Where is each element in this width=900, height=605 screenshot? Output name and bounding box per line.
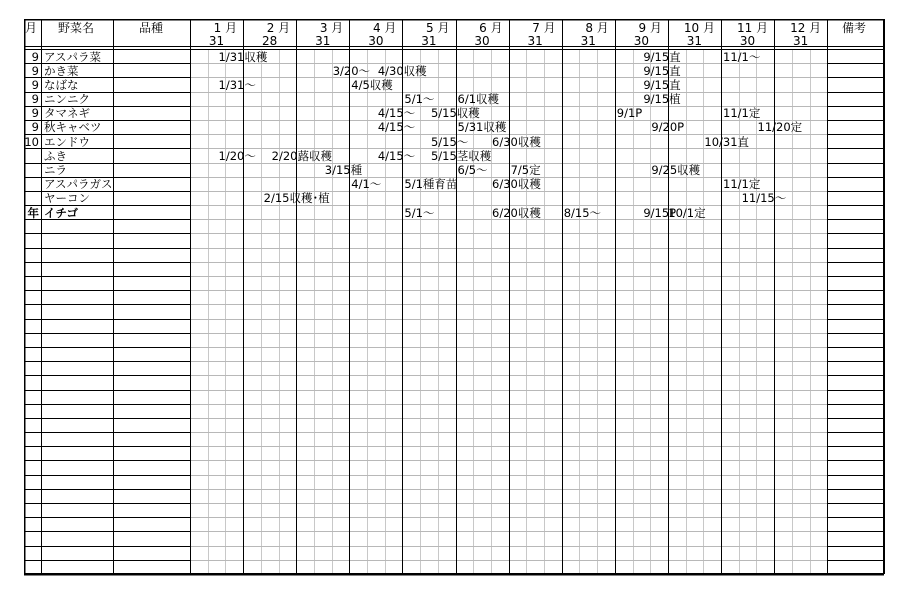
row-vegetable-name: アスパラ菜: [44, 49, 102, 64]
schedule-event: 4/15～: [377, 120, 416, 135]
schedule-event: 5/15茎収穫: [430, 148, 492, 163]
schedule-event: 2/20蕗収穫: [271, 148, 332, 163]
schedule-event: 10/1定: [668, 205, 706, 220]
header-notes: 備考: [842, 21, 867, 35]
schedule-event: 3/20～: [332, 63, 371, 78]
schedule-event: 10/31直: [704, 134, 750, 149]
row-vegetable-name: 秋キャベツ: [44, 120, 102, 135]
schedule-event: 11/1～: [723, 49, 761, 64]
schedule-event: 4/5収穫: [351, 77, 393, 92]
month-days-1: 31: [208, 34, 225, 48]
month-header-11: 11 月: [737, 21, 769, 35]
schedule-event: 6/30収穫: [492, 134, 541, 149]
schedule-event: 11/1定: [723, 177, 761, 192]
row-vegetable-name: イチゴ: [44, 205, 79, 220]
row-vegetable-name: エンドウ: [44, 134, 90, 149]
schedule-event: 8/15～: [563, 205, 602, 220]
month-days-9: 30: [633, 34, 649, 48]
schedule-event: 9/1P: [616, 106, 643, 121]
row-vegetable-name: ニラ: [44, 163, 67, 177]
row-month: 年: [27, 205, 39, 220]
month-days-4: 30: [368, 34, 384, 48]
row-month: 10: [24, 134, 39, 149]
schedule-event: 6/1収穫: [457, 92, 500, 107]
schedule-event: 11/15～: [741, 191, 787, 206]
row-month: 9: [31, 77, 39, 92]
schedule-event: 9/25収穫: [651, 163, 701, 177]
month-header-8: 8 月: [585, 21, 609, 35]
month-header-2: 2 月: [266, 21, 291, 35]
schedule-event: 11/1定: [723, 106, 761, 121]
row-month: 9: [31, 120, 39, 135]
row-month: 9: [31, 49, 39, 64]
row-vegetable-name: アスパラガス: [44, 177, 113, 192]
schedule-event: 6/5～: [457, 163, 488, 177]
schedule-event: 4/1～: [351, 177, 382, 192]
month-days-11: 30: [739, 34, 756, 48]
schedule-event: 4/15～: [377, 106, 416, 121]
schedule-event: 5/1～: [404, 205, 435, 220]
row-vegetable-name: なばな: [44, 77, 79, 92]
schedule-event: 9/15植: [643, 92, 681, 107]
row-month: 9: [31, 63, 39, 78]
schedule-event: 1/20～: [218, 148, 256, 163]
month-header-1: 1 月: [213, 21, 238, 35]
month-header-3: 3 月: [319, 21, 344, 35]
month-header-4: 4 月: [372, 21, 397, 35]
month-days-2: 28: [262, 34, 278, 48]
schedule-event: 9/20P: [651, 120, 685, 135]
row-month: 9: [31, 92, 39, 107]
month-days-10: 31: [686, 34, 703, 48]
schedule-event: 5/1～: [404, 92, 435, 107]
row-vegetable-name: タマネギ: [44, 106, 90, 121]
month-days-6: 30: [474, 34, 490, 48]
schedule-event: 9/15直: [643, 63, 681, 78]
month-header-9: 9 月: [638, 21, 662, 35]
row-month: 9: [31, 106, 39, 121]
schedule-event: 4/15～: [377, 148, 416, 163]
schedule-event: 7/5定: [510, 163, 541, 177]
header-month: 月: [25, 21, 38, 35]
schedule-event: 9/15直: [643, 77, 681, 92]
schedule-event: 5/15～: [430, 134, 469, 149]
schedule-event: 6/30収穫: [492, 177, 541, 192]
schedule-event: 1/31～: [218, 77, 256, 92]
schedule-event: 11/20定: [757, 120, 803, 135]
schedule-event: 5/31収穫: [457, 120, 507, 135]
schedule-event: 4/30収穫: [377, 63, 427, 78]
row-vegetable-name: ニンニク: [44, 92, 90, 107]
month-header-7: 7 月: [532, 21, 556, 35]
row-vegetable-name: ヤーコン: [44, 191, 90, 206]
month-days-12: 31: [793, 34, 809, 48]
month-days-8: 31: [580, 34, 596, 48]
header-vegetable: 野菜名: [58, 21, 95, 35]
month-days-5: 31: [421, 34, 437, 48]
schedule-event: 6/20収穫: [492, 205, 541, 220]
month-days-3: 31: [315, 34, 331, 48]
schedule-event: 2/15収穫･植: [263, 191, 330, 206]
schedule-event: 5/15収穫: [430, 106, 480, 121]
schedule-event: 9/15P: [643, 205, 677, 220]
month-days-7: 31: [527, 34, 543, 48]
schedule-event: 1/31収穫: [218, 49, 268, 64]
month-header-10: 10 月: [683, 21, 715, 35]
month-header-12: 12 月: [790, 21, 822, 35]
month-header-6: 6 月: [479, 21, 503, 35]
row-vegetable-name: ふき: [44, 148, 67, 163]
header-variety: 品種: [139, 21, 164, 35]
schedule-event: 3/15種: [324, 163, 363, 177]
row-vegetable-name: かき菜: [44, 63, 79, 78]
schedule-event: 9/15直: [643, 49, 681, 64]
month-header-5: 5 月: [426, 21, 450, 35]
schedule-event: 5/1種育苗: [404, 177, 458, 192]
